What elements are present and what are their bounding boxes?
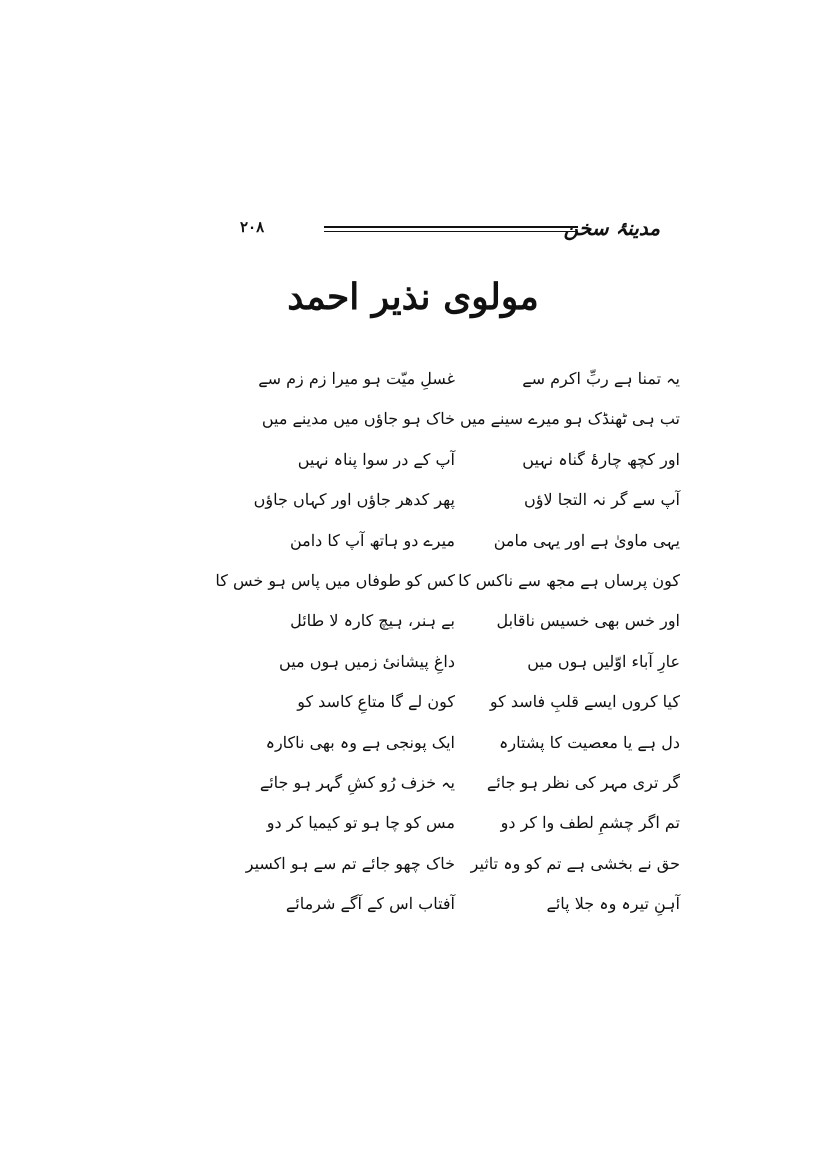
second-misra: کون لے گا متاعِ کاسد کو xyxy=(297,692,455,712)
first-misra: اور خس بھی خسیس ناقابل xyxy=(496,611,680,631)
first-misra: گر تری مہر کی نظر ہو جائے xyxy=(486,772,680,792)
verse-row xyxy=(270,446,680,486)
first-misra: تب ہی ٹھنڈک ہو میرے سینے میں xyxy=(459,409,680,429)
second-misra: خاک ہو جاؤں میں مدینے میں xyxy=(261,409,455,429)
first-misra: یہی ماویٰ ہے اور یہی مامن xyxy=(493,530,680,550)
second-misra: کس کو طوفاں میں پاس ہو خس کا xyxy=(215,570,455,590)
first-misra: اور کچھ چارۂ گناہ نہیں xyxy=(522,449,680,469)
verse-row xyxy=(270,648,680,688)
second-misra: غسلِ میّت ہو میرا زم زم سے xyxy=(258,369,455,388)
verse-row xyxy=(270,527,680,567)
first-misra: آپ سے گر نہ التجا لاؤں xyxy=(524,490,680,510)
first-misra: کون پرساں ہے مجھ سے ناکس کا xyxy=(458,570,680,590)
running-title: مدینۂ سخن xyxy=(563,216,660,240)
verse-row xyxy=(270,607,680,647)
poet-title: مولوی نذیر احمد xyxy=(287,276,539,318)
verse-row xyxy=(270,688,680,728)
first-misra: حق نے بخشی ہے تم کو وہ تاثیر xyxy=(470,853,680,873)
header-rule-bottom xyxy=(324,231,578,232)
first-misra: عارِ آباء اوّلیں ہوں میں xyxy=(527,651,680,671)
first-misra: کیا کروں ایسے قلبِ فاسد کو xyxy=(489,692,680,712)
verse-row xyxy=(258,365,680,405)
second-misra: میرے دو ہاتھ آپ کا دامن xyxy=(289,530,455,550)
verse-row xyxy=(270,890,680,930)
verse-row xyxy=(215,567,680,607)
header-rule-top xyxy=(324,226,578,228)
verse-row xyxy=(253,486,680,526)
first-misra: یہ تمنا ہے ربِّ اکرم سے xyxy=(522,369,680,388)
verse-row xyxy=(245,850,680,890)
poem-verses xyxy=(215,365,680,975)
second-misra: بے ہنر، ہیچ کارہ لا طائل xyxy=(290,611,455,631)
second-misra: خاک چھو جائے تم سے ہو اکسیر xyxy=(245,853,455,873)
page-header xyxy=(240,216,660,246)
second-misra: پھر کدھر جاؤں اور کہاں جاؤں xyxy=(253,490,455,510)
first-misra: آہنِ تیرہ وہ جلا پائے xyxy=(546,894,680,914)
second-misra: مس کو چا ہو تو کیمیا کر دو xyxy=(266,813,455,833)
verse-row xyxy=(265,729,680,769)
first-misra: تم اگر چشمِ لطف وا کر دو xyxy=(500,813,680,833)
verse-row xyxy=(259,769,680,809)
verse-row xyxy=(261,405,680,445)
first-misra: دل ہے یا معصیت کا پشتارہ xyxy=(499,732,680,752)
second-misra: داغِ پیشانیٔ زمیں ہوں میں xyxy=(279,651,455,671)
second-misra: آپ کے در سوا پناہ نہیں xyxy=(297,449,455,469)
verse-row xyxy=(266,809,680,849)
second-misra: ایک پونجی ہے وہ بھی ناکارہ xyxy=(265,732,455,752)
page-number: ۲۰۸ xyxy=(240,218,265,236)
second-misra: یہ خزف رُو کشِ گہر ہو جائے xyxy=(259,772,455,792)
second-misra: آفتاب اس کے آگے شرمائے xyxy=(285,894,455,914)
